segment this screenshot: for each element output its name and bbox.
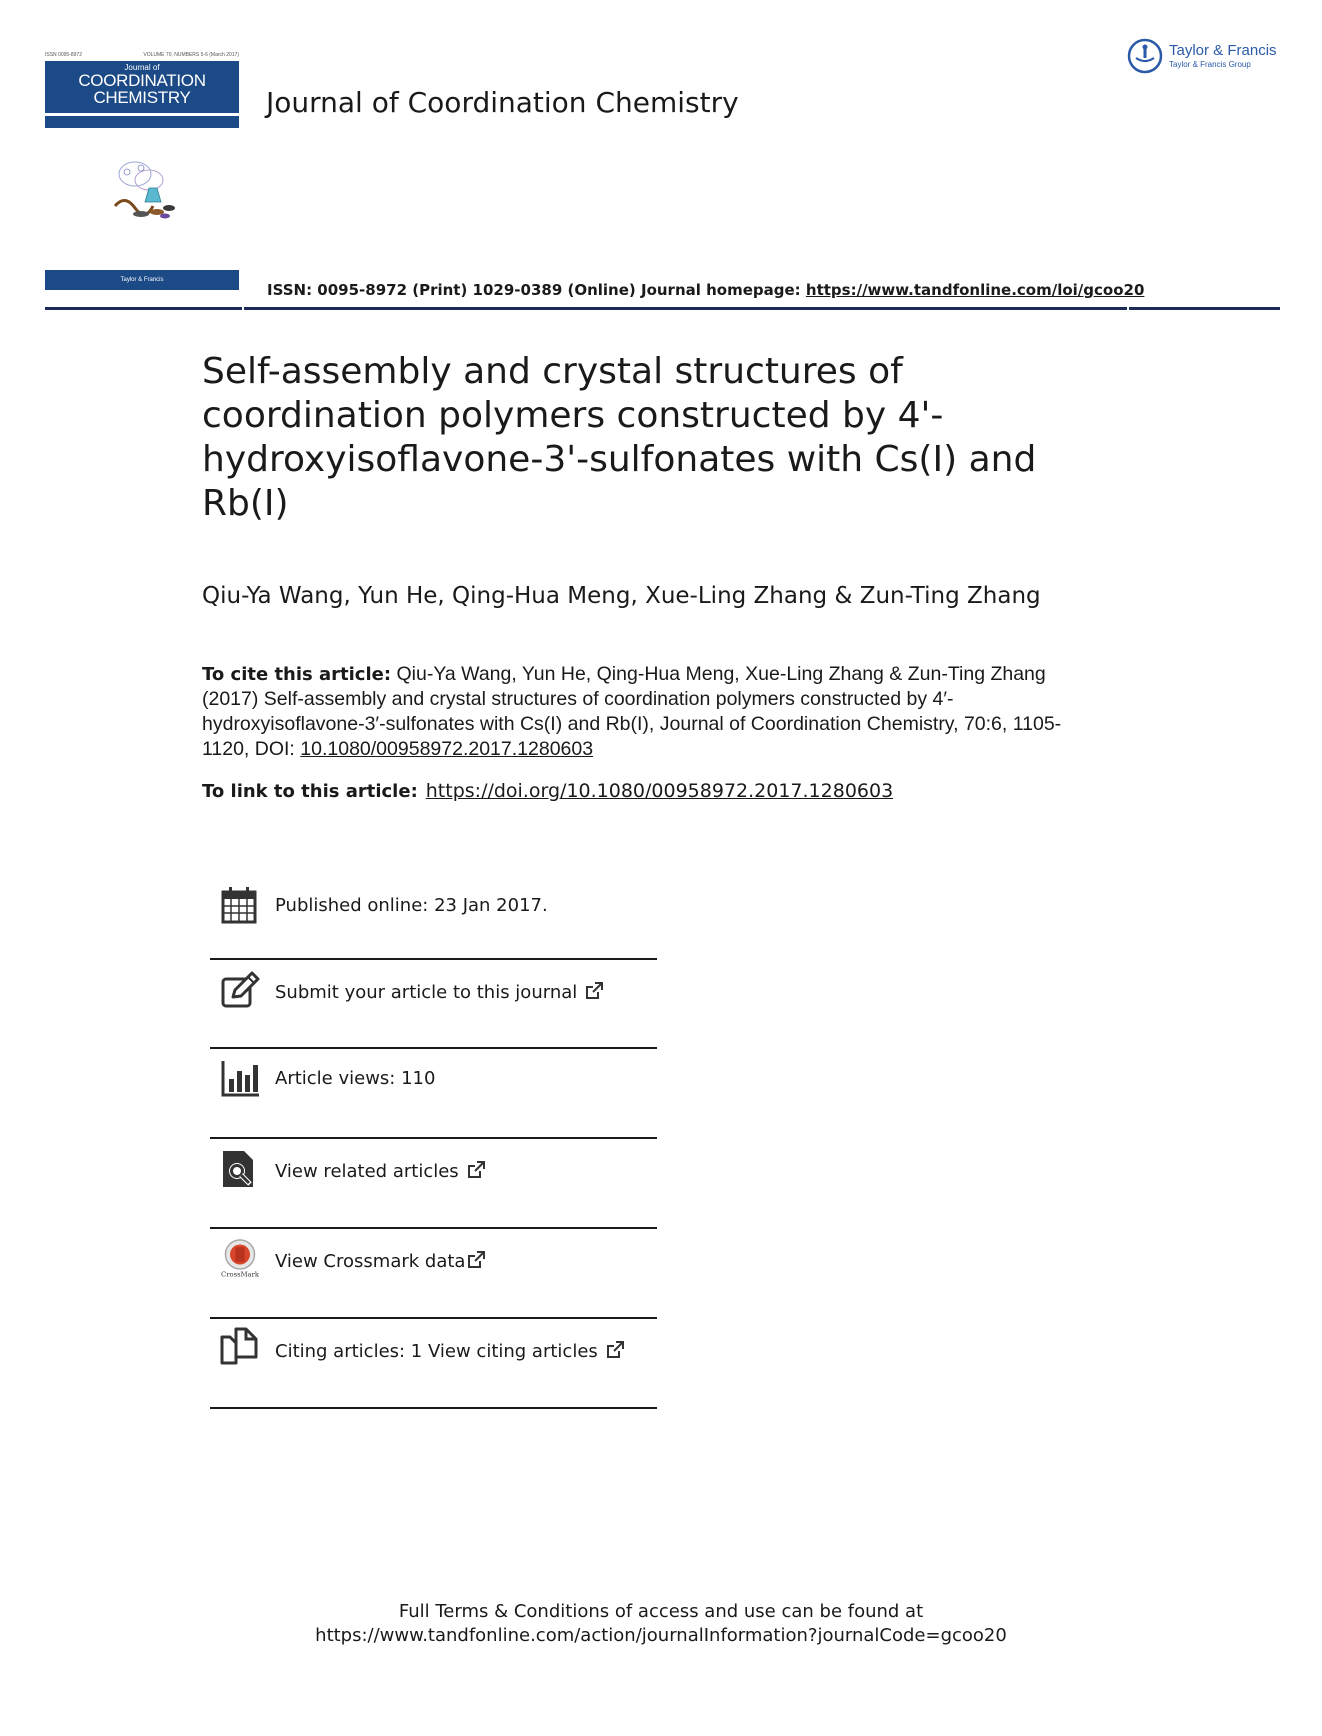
- external-link-icon: [606, 1341, 624, 1359]
- copy-documents-icon: [220, 1327, 260, 1367]
- cover-publisher-band: [45, 270, 239, 290]
- citation-doi-link[interactable]: 10.1080/00958972.2017.1280603: [300, 738, 594, 760]
- cover-publisher: Taylor & Francis: [120, 277, 164, 283]
- journal-cover-thumbnail: [45, 52, 239, 290]
- issn-text: ISSN: 0095-8972 (Print) 1029-0389 (Online) Journal homepage:: [267, 281, 806, 299]
- issn-line: [267, 281, 1144, 299]
- external-link-icon: [585, 982, 603, 1000]
- cover-illustration: [105, 156, 185, 226]
- info-divider: [210, 958, 657, 960]
- crossmark-icon-label: CrossMark: [221, 1270, 259, 1279]
- citing-articles-link[interactable]: [275, 1341, 624, 1362]
- publisher-logo[interactable]: [1127, 38, 1287, 78]
- footer-terms: [0, 1600, 1322, 1648]
- article-title: Self-assembly and crystal structures of coordination polymers constructed by 4'-hydroxyisoflavone-3'-sulfonates with Cs(I) and Rb(I): [202, 351, 1037, 524]
- cover-volume: VOLUME 70, NUMBERS 5-6 (March 2017): [143, 52, 239, 58]
- external-link-icon: [467, 1161, 485, 1179]
- cover-journal-of: Journal of: [124, 63, 160, 72]
- cover-editor-band: [45, 116, 239, 128]
- info-divider: [210, 1407, 657, 1409]
- info-divider: [210, 1047, 657, 1049]
- external-link-icon: [467, 1251, 485, 1269]
- crossmark-link[interactable]: [275, 1251, 485, 1272]
- submit-article-link[interactable]: [275, 982, 603, 1003]
- journal-homepage-link[interactable]: https://www.tandfonline.com/loi/gcoo20: [805, 281, 1145, 299]
- article-doi-url[interactable]: https://doi.org/10.1080/00958972.2017.1280603: [425, 780, 894, 802]
- taylor-francis-logo-icon: [1127, 38, 1163, 74]
- cover-line1: COORDINATION: [78, 71, 206, 90]
- search-document-icon: [220, 1149, 260, 1189]
- citation-block: [202, 662, 1102, 762]
- crossmark-text: View Crossmark data: [275, 1251, 466, 1272]
- publisher-group: Taylor & Francis Group: [1169, 60, 1251, 69]
- cover-title-band: [45, 61, 239, 113]
- crossmark-icon: [220, 1239, 260, 1279]
- cover-line2: CHEMISTRY: [93, 88, 191, 107]
- article-authors: Qiu-Ya Wang, Yun He, Qing-Hua Meng, Xue-Ling Zhang & Zun-Ting Zhang: [202, 583, 1041, 609]
- info-divider: [210, 1137, 657, 1139]
- footer-terms-url[interactable]: https://www.tandfonline.com/action/journalInformation?journalCode=gcoo20: [315, 1625, 1007, 1646]
- footer-terms-text: Full Terms & Conditions of access and use can be found at: [398, 1601, 924, 1622]
- related-articles-text: View related articles: [275, 1161, 459, 1182]
- cover-issn: ISSN 0095-8972: [45, 52, 82, 58]
- article-link-line: [202, 780, 893, 802]
- published-online-text: Published online: 23 Jan 2017.: [275, 895, 548, 916]
- edit-icon: [220, 970, 260, 1010]
- article-views-text: Article views: 110: [275, 1068, 436, 1089]
- related-articles-link[interactable]: [275, 1161, 485, 1182]
- citation-text: Qiu-Ya Wang, Yun He, Qing-Hua Meng, Xue-Ling Zhang & Zun-Ting Zhang (2017) Self-assembly and crystal structures of coordination polymers constructed by 4′-hydroxyisoflavone-3′-sulfonates with Cs(I) and Rb(I), Journal of Coordination Chemistry, 70:6, 1105-1120, DOI:: [202, 663, 1062, 760]
- journal-title[interactable]: Journal of Coordination Chemistry: [266, 86, 739, 119]
- citation-label: To cite this article:: [202, 664, 392, 685]
- calendar-icon: [220, 886, 260, 926]
- submit-article-text: Submit your article to this journal: [275, 982, 578, 1003]
- header-divider: [45, 307, 1280, 310]
- info-divider: [210, 1317, 657, 1319]
- bar-chart-icon: [220, 1059, 260, 1099]
- article-link-label: To link to this article:: [202, 781, 418, 802]
- publisher-name: Taylor & Francis: [1169, 42, 1277, 59]
- citing-articles-text: Citing articles: 1 View citing articles: [275, 1341, 598, 1362]
- info-divider: [210, 1227, 657, 1229]
